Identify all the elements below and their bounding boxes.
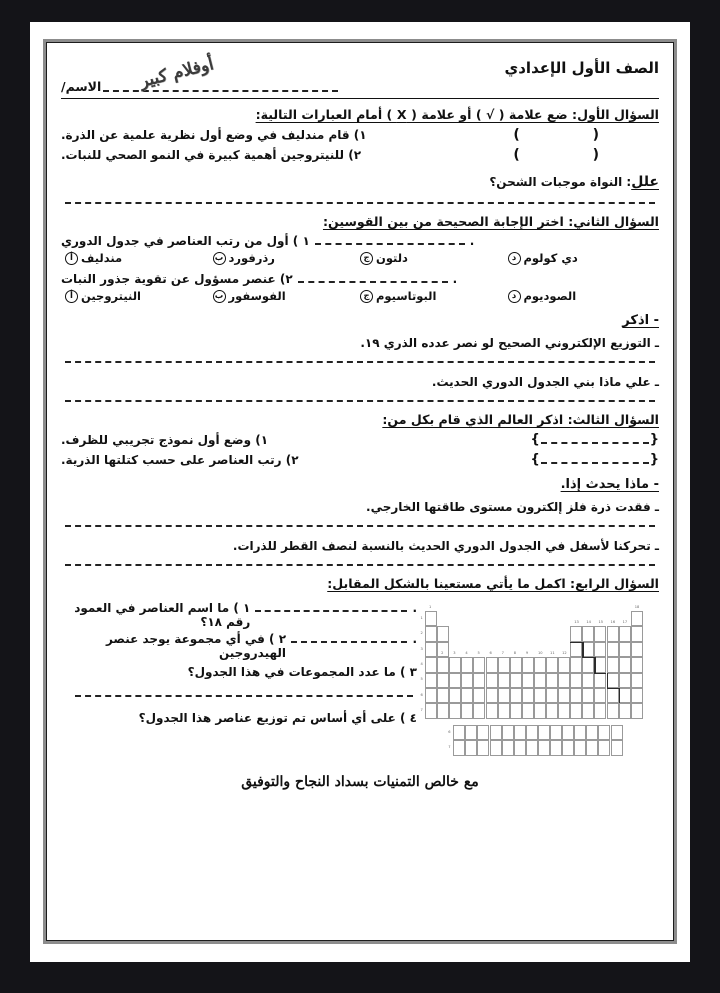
- periodic-table-cell: [570, 642, 582, 657]
- periodic-table-cell: [510, 673, 522, 688]
- periodic-table-cell: [461, 673, 473, 688]
- periodic-table-cell: [498, 657, 510, 672]
- periodic-table-cell: [522, 703, 534, 718]
- mention-item-2: ـ علي ماذا بني الجدول الدوري الحديث.: [431, 375, 659, 389]
- periodic-table-cell: [574, 740, 586, 755]
- student-name-input[interactable]: [103, 83, 338, 92]
- q2-option-d[interactable]: [508, 251, 656, 265]
- periodic-table-cell: [449, 673, 461, 688]
- periodic-table-cell: [607, 626, 619, 641]
- periodic-table-cell: [425, 611, 437, 626]
- periodic-table-cell: [607, 703, 619, 718]
- periodic-table-cell: [611, 740, 623, 755]
- periodic-table-cell: [582, 626, 594, 641]
- periodic-table-cell: [534, 673, 546, 688]
- period-number-label: 5: [420, 677, 423, 682]
- periodic-table-cell: [473, 688, 485, 703]
- periodic-table-cell: [558, 703, 570, 718]
- periodic-table-cell: [486, 657, 498, 672]
- group-number-label: 2: [441, 651, 444, 656]
- periodic-table-cell: [562, 740, 574, 755]
- periodic-table-cell: [461, 657, 473, 672]
- periodic-table-cell: [586, 740, 598, 755]
- group-number-label: 12: [562, 651, 567, 656]
- footer-wishes: مع خالص التمنيات بسداد النجاح والتوفيق: [241, 774, 479, 790]
- periodic-table-cell: [510, 688, 522, 703]
- period-number-label: 4: [420, 661, 423, 666]
- q4-item-1-blank[interactable]: [255, 603, 407, 612]
- periodic-table-cell: [558, 688, 570, 703]
- question-4-heading: السؤال الرابع: اكمل ما يأتي مستعينا بالشكل المقابل:: [327, 576, 659, 591]
- q3-item-1: ١) وضع أول نموذج تجريبي للظرف.: [61, 432, 269, 447]
- q2-item-2-options: [61, 289, 659, 303]
- group-number-label: 15: [598, 620, 604, 625]
- periodic-table-cell: [510, 657, 522, 672]
- periodic-table-cell: [607, 688, 619, 703]
- periodic-table-cell: [598, 725, 610, 740]
- periodic-table-cell: [473, 673, 485, 688]
- q4-item-2-row: [61, 632, 417, 660]
- brace-open: {: [530, 452, 540, 467]
- periodic-table-cell: [594, 703, 606, 718]
- table-row: [61, 127, 659, 143]
- periodic-table-cell: [607, 657, 619, 672]
- q2-item-2-stem-row: [61, 272, 659, 286]
- periodic-table-cell: [594, 642, 606, 657]
- periodic-table-cell: [619, 657, 631, 672]
- q4-item-2-tail: .: [412, 632, 417, 646]
- mention-answer-line-1[interactable]: [65, 361, 655, 363]
- periodic-table-cell: [453, 740, 465, 755]
- q2-item-1-tail: .: [469, 234, 475, 248]
- q2-option-a[interactable]: [65, 251, 213, 265]
- q3-item-2: ٢) رتب العناصر على حسب كتلتها الذرية.: [61, 452, 299, 467]
- group-number-label: 16: [610, 620, 616, 625]
- q2-item-2-stem: ٢) عنصر مسؤول عن تقوية جذور النبات: [61, 272, 293, 286]
- periodic-table-cell: [498, 703, 510, 718]
- brace-close: }: [649, 432, 659, 447]
- q2-option-b[interactable]: [213, 251, 361, 265]
- q1-statement-2: ٢) للنيتروجين أهمية كبيرة في النمو الصحي للنبات.: [61, 148, 362, 162]
- question-1-heading: السؤال الأول: ضع علامة ( √ ) أو علامة ( X ) أمام العبارات التالية:: [255, 107, 659, 122]
- periodic-table-cell: [594, 626, 606, 641]
- periodic-table-cell: [514, 740, 526, 755]
- group-number-label: 1: [429, 605, 432, 609]
- option-label: دلتون: [376, 251, 408, 265]
- group-number-label: 5: [477, 651, 480, 656]
- periodic-table-cell: [477, 740, 489, 755]
- periodic-table-cell: [570, 657, 582, 672]
- group-number-label: 10: [537, 651, 543, 656]
- option-marker-icon: د: [508, 290, 521, 303]
- option-marker-icon: ج: [360, 252, 373, 265]
- option-marker-icon: أ: [65, 290, 78, 303]
- periodic-table-cell: [631, 642, 643, 657]
- periodic-table-cell: [453, 725, 465, 740]
- periodic-table-cell: [425, 657, 437, 672]
- periodic-table-cell: [486, 688, 498, 703]
- group-number-label: 7: [501, 651, 504, 656]
- brace-fill: [541, 456, 649, 464]
- periodic-table-cell: [607, 642, 619, 657]
- periodic-table-cell: [619, 703, 631, 718]
- periodic-table-cell: [425, 673, 437, 688]
- q3-answer-brace-2[interactable]: [530, 452, 659, 467]
- option-marker-icon: ج: [360, 290, 373, 303]
- group-number-label: 18: [634, 605, 640, 609]
- q2-item-2-tail: .: [452, 272, 458, 286]
- q4-item-2: ٢ ) في أي مجموعة يوجد عنصر الهيدروجين: [105, 632, 287, 660]
- periodic-table-cell: [465, 725, 477, 740]
- period-number-label: 1: [420, 615, 423, 620]
- periodic-table-cell: [437, 688, 449, 703]
- periodic-table-cell: [598, 740, 610, 755]
- table-row: [61, 147, 659, 163]
- periodic-table-cell: [425, 703, 437, 718]
- happens-item-2: ـ تحركنا لأسفل في الجدول الدوري الحديث بالنسبة لنصف القطر للذرات.: [232, 539, 659, 553]
- group-number-label: 17: [622, 620, 628, 625]
- group-number-label: 9: [525, 651, 529, 656]
- periodic-table-cell: [490, 740, 502, 755]
- question-4-body: [61, 596, 659, 768]
- periodic-table-cell: [631, 673, 643, 688]
- periodic-table-cell: [574, 725, 586, 740]
- q2b-option-a[interactable]: [65, 289, 213, 303]
- q4-item-1-row: [61, 601, 417, 629]
- brace-close: }: [649, 452, 659, 467]
- periodic-table-cell: [534, 688, 546, 703]
- periodic-table-cell: [582, 642, 594, 657]
- option-label: رذرفورد: [228, 251, 275, 265]
- periodic-table-cell: [570, 626, 582, 641]
- page-content: [46, 42, 674, 941]
- group-number-label: 3: [453, 651, 456, 656]
- option-label: دي كولوم: [523, 251, 578, 265]
- q4-item-1: ١ ) ما اسم العناصر في العمود رقم ١٨؟: [74, 601, 251, 629]
- happens-item-1: ـ فقدت ذرة فلز إلكترون مستوى طاقتها الخارجي.: [366, 500, 659, 514]
- periodic-table-cell: [522, 657, 534, 672]
- periodic-table-cell: [461, 703, 473, 718]
- happens-answer-line-1[interactable]: [65, 525, 655, 527]
- periodic-table-cell: [558, 657, 570, 672]
- page-title: الصف الأول الإعدادي: [504, 59, 659, 77]
- periodic-table-cell: [465, 740, 477, 755]
- q2b-option-d[interactable]: [508, 289, 656, 303]
- periodic-table-cell: [619, 642, 631, 657]
- q1-answer-line[interactable]: [65, 202, 655, 204]
- periodic-table-cell: [594, 657, 606, 672]
- q1-explain-label: علل: [631, 174, 659, 190]
- periodic-table-cell: [477, 725, 489, 740]
- periodic-table-cell: [425, 642, 437, 657]
- periodic-table-cell: [437, 657, 449, 672]
- periodic-table-cell: [437, 703, 449, 718]
- periodic-table-cell: [522, 688, 534, 703]
- q1-explain-row: [61, 172, 659, 193]
- periodic-table-figure: [420, 596, 659, 768]
- periodic-table-cell: [631, 688, 643, 703]
- q2-item-2-blank[interactable]: [298, 274, 448, 283]
- periodic-table-cell: [619, 626, 631, 641]
- periodic-table-cell: [562, 725, 574, 740]
- mention-heading: - اذكر: [622, 313, 659, 328]
- periodic-table-cell: [558, 673, 570, 688]
- periodic-table-cell: [631, 626, 643, 641]
- option-marker-icon: أ: [65, 252, 78, 265]
- group-number-label: 6: [489, 651, 492, 656]
- exam-paper: [30, 22, 690, 962]
- periodic-table-cell: [534, 703, 546, 718]
- group-number-label: 14: [586, 620, 591, 625]
- periodic-table-cell: [437, 673, 449, 688]
- periodic-table-cell: [582, 657, 594, 672]
- periodic-table-cell: [461, 688, 473, 703]
- periodic-table-cell: [522, 673, 534, 688]
- option-label: البوتاسيوم: [376, 289, 437, 303]
- series-number-label: 6: [448, 729, 451, 734]
- q2-item-1-options: [61, 251, 659, 265]
- happens-heading: - ماذا يحدث إذا.: [560, 477, 659, 492]
- question-3-heading: السؤال الثالث: اذكر العالم الذي قام بكل من:: [382, 412, 659, 427]
- periodic-table-cell: [611, 725, 623, 740]
- periodic-table-cell: [582, 688, 594, 703]
- option-label: مندليف: [81, 251, 123, 265]
- periodic-table-grid: [420, 600, 659, 768]
- period-number-label: 6: [420, 692, 423, 697]
- option-marker-icon: ب: [213, 252, 226, 265]
- period-number-label: 7: [420, 708, 423, 713]
- mention-answer-line-2[interactable]: [65, 400, 655, 402]
- group-number-label: 13: [574, 620, 579, 625]
- periodic-table-cell: [473, 703, 485, 718]
- metalloid-staircase-line: [619, 688, 620, 703]
- metalloid-staircase-line: [607, 688, 619, 689]
- q1-answer-parens-2[interactable]: ( ): [513, 147, 633, 163]
- periodic-table-cell: [619, 688, 631, 703]
- periodic-table-cell: [619, 673, 631, 688]
- group-number-label: 4: [465, 651, 468, 656]
- q2-item-1-blank[interactable]: [315, 236, 465, 245]
- q4-item-3: ٣ ) ما عدد المجموعات في هذا الجدول؟: [187, 665, 417, 679]
- q2-item-1-stem: ١ ) أول من رتب العناصر في جدول الدوري: [61, 234, 310, 248]
- metalloid-staircase-line: [594, 673, 606, 674]
- question-4-items: [61, 596, 417, 730]
- table-row: [61, 432, 659, 447]
- periodic-table-cell: [526, 740, 538, 755]
- option-marker-icon: ب: [213, 290, 226, 303]
- q4-item-4: ٤ ) على أي أساس تم توزيع عناصر هذا الجدول؟: [138, 711, 417, 725]
- periodic-table-cell: [550, 725, 562, 740]
- periodic-table-cell: [594, 688, 606, 703]
- periodic-table-cell: [473, 657, 485, 672]
- q1-explain-question: : النواة موجبات الشحن؟: [489, 175, 632, 189]
- periodic-table-cell: [546, 657, 558, 672]
- group-number-label: 11: [550, 651, 555, 656]
- option-label: الفوسفور: [228, 289, 286, 303]
- metalloid-staircase-line: [607, 673, 608, 688]
- student-name-label: الاسم/: [61, 79, 102, 94]
- brace-fill: [541, 436, 649, 444]
- periodic-table-cell: [449, 657, 461, 672]
- periodic-table-cell: [582, 703, 594, 718]
- periodic-table-cell: [486, 673, 498, 688]
- header-divider: [61, 98, 659, 99]
- periodic-table-cell: [425, 688, 437, 703]
- periodic-table-cell: [594, 673, 606, 688]
- periodic-table-cell: [582, 673, 594, 688]
- metalloid-staircase-line: [594, 657, 595, 672]
- periodic-table-cell: [538, 725, 550, 740]
- periodic-table-cell: [546, 703, 558, 718]
- periodic-table-cell: [631, 611, 643, 626]
- q1-answer-parens-1[interactable]: ( ): [513, 127, 633, 143]
- q2-option-c[interactable]: [360, 251, 508, 265]
- option-marker-icon: د: [508, 252, 521, 265]
- periodic-table-cell: [510, 703, 522, 718]
- periodic-table-cell: [490, 725, 502, 740]
- q1-statement-1: ١) قام مندليف في وضع أول نظرية علمية عن الذرة.: [61, 128, 367, 142]
- periodic-table-cell: [607, 673, 619, 688]
- option-label: النيتروجين: [81, 289, 141, 303]
- periodic-table-cell: [570, 688, 582, 703]
- periodic-table-cell: [498, 673, 510, 688]
- metalloid-staircase-line: [570, 642, 582, 643]
- watermark-stamp: أوفلام كبير: [137, 54, 216, 92]
- periodic-table-cell: [449, 688, 461, 703]
- periodic-table-cell: [538, 740, 550, 755]
- q4-answer-line-1[interactable]: [75, 695, 413, 697]
- question-2-heading: السؤال الثاني: اختر الإجابة الصحيحة من بين القوسين:: [322, 214, 659, 229]
- periodic-table-cell: [526, 725, 538, 740]
- periodic-table-cell: [502, 725, 514, 740]
- periodic-table-cell: [546, 673, 558, 688]
- option-label: الصوديوم: [523, 289, 577, 303]
- q4-item-2-blank[interactable]: [291, 634, 407, 643]
- mention-item-1: ـ التوزيع الإلكتروني الصحيح لو نصر عدده الذري ١٩.: [360, 336, 659, 350]
- brace-open: {: [530, 432, 540, 447]
- periodic-table-cell: [570, 673, 582, 688]
- periodic-table-cell: [502, 740, 514, 755]
- periodic-table-cell: [534, 657, 546, 672]
- periodic-table-cell: [570, 703, 582, 718]
- period-number-label: 3: [420, 646, 423, 651]
- periodic-table-cell: [486, 703, 498, 718]
- periodic-table-cell: [631, 703, 643, 718]
- periodic-table-cell: [449, 703, 461, 718]
- periodic-table-cell: [425, 626, 437, 641]
- periodic-table-cell: [514, 725, 526, 740]
- q3-answer-brace-1[interactable]: [530, 432, 659, 447]
- periodic-table-cell: [631, 657, 643, 672]
- periodic-table-cell: [546, 688, 558, 703]
- q2b-option-c[interactable]: [360, 289, 508, 303]
- q2-item-1-stem-row: [61, 234, 659, 248]
- group-number-label: 8: [513, 651, 517, 656]
- periodic-table-cell: [437, 626, 449, 641]
- periodic-table-cell: [498, 688, 510, 703]
- q2b-option-b[interactable]: [213, 289, 361, 303]
- metalloid-staircase-line: [582, 642, 583, 657]
- series-number-label: 7: [448, 744, 451, 749]
- happens-answer-line-2[interactable]: [65, 564, 655, 566]
- periodic-table-cell: [550, 740, 562, 755]
- q4-item-1-tail: .: [412, 601, 417, 615]
- metalloid-staircase-line: [582, 657, 594, 658]
- table-row: [61, 452, 659, 467]
- periodic-table-cell: [586, 725, 598, 740]
- period-number-label: 2: [420, 631, 423, 636]
